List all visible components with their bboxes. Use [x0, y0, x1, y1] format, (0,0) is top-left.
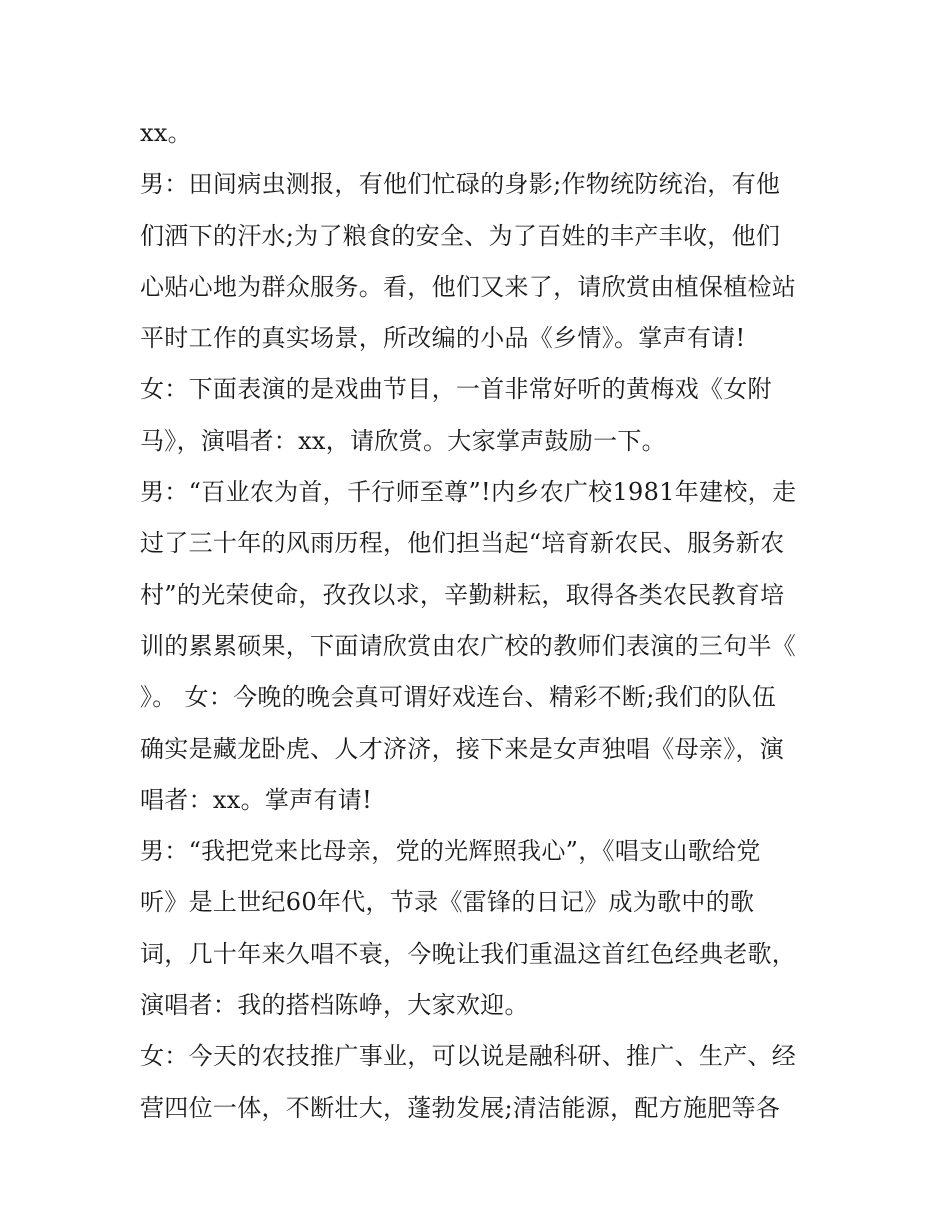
text-line: 确实是藏龙卧虎、人才济济，接下来是女声独唱《母亲》，演: [140, 734, 785, 763]
text-line: 唱者：xx。掌声有请!: [140, 785, 373, 814]
text-line: 心贴心地为群众服务。看，他们又来了，请欣赏由植保植检站: [140, 272, 797, 301]
text-line: 》。 女：今晚的晚会真可谓好戏连台、精彩不断;我们的队伍: [140, 683, 777, 712]
text-line: xx。: [140, 119, 192, 147]
text-line: 马》，演唱者：xx，请欣赏。大家掌声鼓励一下。: [140, 426, 666, 455]
text-line: 训的累累硕果，下面请欣赏由农广校的教师们表演的三句半《: [140, 631, 797, 660]
text-line: 营四位一体，不断壮大，蓬勃发展;清洁能源，配方施肥等各: [140, 1093, 781, 1122]
text-line: 男：“我把党来比母亲，党的光辉照我心”，《唱支山歌给党: [140, 837, 761, 866]
text-line: 演唱者：我的搭档陈峥，大家欢迎。: [140, 991, 529, 1020]
text-line: 女：今天的农技推广事业，可以说是融科研、推广、生产、经: [140, 1042, 797, 1071]
text-line: 听》是上世纪60年代，节录《雷锋的日记》成为歌中的歌: [140, 888, 755, 917]
text-line: 女：下面表演的是戏曲节目，一首非常好听的黄梅戏《女附: [140, 375, 772, 404]
text-line: 男：田间病虫测报，有他们忙碌的身影;作物统防统治，有他: [140, 170, 781, 199]
text-line: 村”的光荣使命，孜孜以求，辛勤耕耘，取得各类农民教育培: [140, 580, 785, 609]
body-text: [140, 108, 820, 1134]
text-line: 词，几十年来久唱不衰，今晚让我们重温这首红色经典老歌，: [140, 939, 797, 968]
text-line: 们洒下的汗水;为了粮食的安全、为了百姓的丰产丰收，他们: [140, 221, 781, 250]
text-line: 过了三十年的风雨历程，他们担当起“培育新农民、服务新农: [140, 529, 785, 558]
text-line: 男：“百业农为首，千行师至尊”!内乡农广校1981年建校，走: [140, 478, 797, 507]
text-line: 平时工作的真实场景，所改编的小品《乡情》。掌声有请!: [140, 324, 746, 353]
